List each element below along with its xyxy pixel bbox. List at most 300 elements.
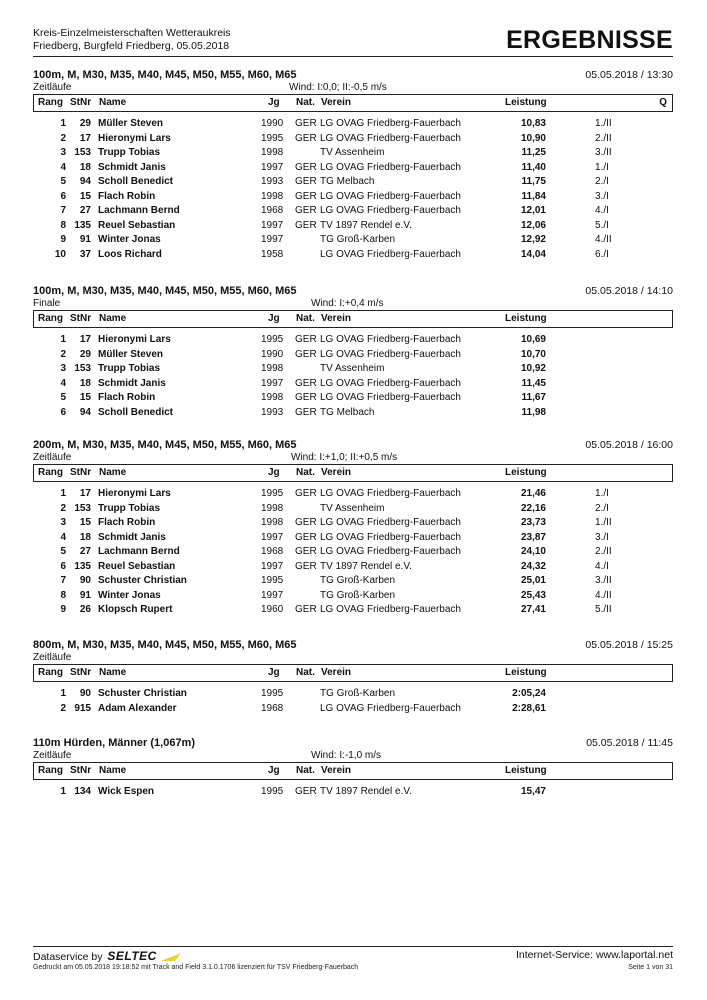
cell-name: Klopsch Rupert (98, 604, 173, 615)
cell-verein: TV Assenheim (320, 502, 385, 514)
cell-leistung: 23,73 (520, 517, 546, 528)
cell-leistung: 27,41 (520, 604, 546, 615)
cell-stnr: 17 (79, 334, 91, 345)
cell-jg: 1997 (261, 234, 284, 245)
cell-jg: 1998 (261, 502, 284, 514)
results-section (33, 439, 673, 618)
event-name: 100m, M, M30, M35, M40, M45, M50, M55, M60, M65 (33, 285, 297, 297)
cell-name: Loos Richard (98, 248, 162, 260)
table-row (33, 204, 673, 219)
cell-leistung: 12,01 (520, 205, 546, 216)
column-header-rang: Rang (38, 765, 63, 776)
column-header-jg: Jg (268, 765, 280, 776)
cell-stnr: 90 (79, 575, 91, 586)
cell-nat: GER (295, 348, 317, 360)
cell-q: 2./I (595, 176, 609, 187)
cell-rang: 5 (60, 176, 66, 187)
cell-rang: 3 (60, 147, 66, 158)
cell-stnr: 134 (74, 786, 91, 797)
cell-jg: 1998 (261, 363, 284, 374)
table-row (33, 785, 673, 800)
table-row (33, 377, 673, 392)
table-row (33, 702, 673, 717)
results-section (33, 69, 673, 262)
table-row (33, 589, 673, 604)
cell-q: 1./I (595, 488, 609, 499)
cell-rang: 7 (60, 205, 66, 216)
column-header-name: Name (99, 313, 127, 324)
event-title (33, 69, 673, 82)
cell-rang: 3 (60, 517, 66, 528)
column-header-jg: Jg (268, 97, 280, 108)
cell-verein: TG Groß-Karben (320, 688, 396, 699)
cell-verein: LG OVAG Friedberg-Fauerbach (320, 604, 461, 615)
cell-nat: GER (295, 517, 317, 528)
cell-rang: 1 (60, 786, 66, 797)
event-title (33, 439, 673, 452)
cell-rang: 5 (60, 546, 66, 557)
cell-stnr: 153 (74, 502, 91, 514)
cell-name: Müller Steven (98, 118, 164, 129)
column-header-leistung: Leistung (505, 467, 547, 478)
table-row (33, 487, 673, 502)
table-row (33, 391, 673, 406)
cell-name: Schmidt Janis (98, 531, 166, 543)
cell-verein: LG OVAG Friedberg-Fauerbach (320, 348, 461, 360)
cell-verein: LG OVAG Friedberg-Fauerbach (320, 488, 461, 499)
round-label: Zeitläufe (33, 652, 72, 663)
cell-name: Schmidt Janis (98, 161, 166, 173)
cell-q: 2./II (595, 546, 612, 557)
cell-jg: 1995 (261, 786, 284, 797)
event-title (33, 285, 673, 298)
cell-jg: 1997 (261, 531, 284, 543)
cell-leistung: 22,16 (520, 502, 546, 514)
cell-q: 3./I (595, 531, 609, 543)
cell-verein: LG OVAG Friedberg-Fauerbach (320, 118, 461, 129)
table-header (33, 664, 673, 682)
cell-name: Flach Robin (98, 517, 156, 528)
cell-rang: 1 (60, 118, 66, 129)
cell-leistung: 11,40 (521, 161, 546, 173)
cell-stnr: 17 (79, 132, 91, 144)
seltec-swoosh-icon (161, 953, 181, 961)
table-row (33, 219, 673, 234)
cell-leistung: 14,04 (520, 248, 546, 260)
event-title (33, 639, 673, 652)
cell-rang: 5 (60, 392, 66, 403)
column-header-q: Q (659, 97, 667, 108)
cell-verein: TV 1897 Rendel e.V. (320, 219, 412, 231)
cell-verein: LG OVAG Friedberg-Fauerbach (320, 190, 461, 202)
cell-nat: GER (295, 392, 317, 403)
cell-name: Winter Jonas (98, 234, 161, 245)
cell-stnr: 18 (79, 377, 91, 389)
cell-rang: 8 (60, 219, 66, 231)
cell-leistung: 10,90 (520, 132, 546, 144)
table-header (33, 464, 673, 482)
cell-verein: LG OVAG Friedberg-Fauerbach (320, 248, 461, 260)
cell-rang: 6 (60, 406, 66, 418)
column-header-stnr: StNr (70, 313, 92, 324)
cell-nat: GER (295, 219, 317, 231)
cell-stnr: 915 (74, 702, 91, 714)
column-header-stnr: StNr (70, 97, 92, 108)
cell-rang: 6 (60, 560, 66, 572)
cell-name: Flach Robin (98, 392, 156, 403)
cell-leistung: 11,45 (521, 377, 546, 389)
column-header-leistung: Leistung (505, 765, 547, 776)
column-header-jg: Jg (268, 467, 280, 478)
cell-name: Müller Steven (98, 348, 164, 360)
cell-leistung: 12,06 (520, 219, 546, 231)
column-header-nat: Nat. (296, 667, 315, 678)
cell-stnr: 135 (74, 219, 91, 231)
meet-name: Kreis-Einzelmeisterschaften Wetteraukreis (33, 27, 231, 39)
table-row (33, 333, 673, 348)
cell-name: Trupp Tobias (98, 363, 161, 374)
table-row (33, 687, 673, 702)
cell-stnr: 29 (79, 348, 91, 360)
cell-stnr: 37 (79, 248, 91, 260)
column-header-rang: Rang (38, 667, 63, 678)
table-row (33, 146, 673, 161)
cell-verein: TV 1897 Rendel e.V. (320, 786, 412, 797)
table-row (33, 248, 673, 263)
cell-q: 3./II (595, 147, 612, 158)
cell-stnr: 29 (79, 118, 91, 129)
cell-leistung: 2:05,24 (512, 688, 546, 699)
cell-nat: GER (295, 190, 317, 202)
wind-info: Wind: I:+1,0; II:+0,5 m/s (291, 452, 398, 463)
table-row (33, 190, 673, 205)
cell-name: Schuster Christian (98, 688, 187, 699)
cell-jg: 1998 (261, 190, 284, 202)
cell-rang: 1 (60, 688, 66, 699)
cell-nat: GER (295, 604, 317, 615)
cell-verein: TV 1897 Rendel e.V. (320, 560, 412, 572)
cell-name: Schuster Christian (98, 575, 187, 586)
cell-jg: 1998 (261, 392, 284, 403)
round-label: Zeitläufe (33, 750, 72, 761)
cell-nat: GER (295, 132, 317, 144)
cell-rang: 6 (60, 190, 66, 202)
event-title (33, 737, 673, 750)
event-datetime: 05.05.2018 / 15:25 (585, 639, 673, 651)
cell-rang: 2 (60, 502, 66, 514)
dataservice-credit (33, 949, 181, 963)
cell-verein: LG OVAG Friedberg-Fauerbach (320, 517, 461, 528)
cell-verein: TV Assenheim (320, 363, 385, 374)
event-round (33, 652, 673, 664)
cell-leistung: 10,69 (520, 334, 546, 345)
cell-stnr: 18 (79, 531, 91, 543)
column-header-rang: Rang (38, 313, 63, 324)
event-round (33, 750, 673, 762)
column-header-name: Name (99, 667, 127, 678)
cell-leistung: 2:28,61 (512, 702, 546, 714)
cell-verein: LG OVAG Friedberg-Fauerbach (320, 132, 461, 144)
cell-verein: TG Groß-Karben (320, 589, 396, 601)
cell-nat: GER (295, 334, 317, 345)
meet-info (33, 27, 231, 53)
column-header-leistung: Leistung (505, 667, 547, 678)
cell-jg: 1997 (261, 377, 284, 389)
cell-leistung: 15,47 (520, 786, 546, 797)
cell-rang: 9 (60, 604, 66, 615)
cell-leistung: 11,84 (521, 190, 546, 202)
cell-leistung: 11,67 (521, 392, 546, 403)
cell-verein: TG Melbach (320, 176, 375, 187)
results-section (33, 285, 673, 420)
column-header-leistung: Leistung (505, 313, 547, 324)
column-header-nat: Nat. (296, 97, 315, 108)
cell-q: 6./I (595, 248, 609, 260)
event-name: 800m, M, M30, M35, M40, M45, M50, M55, M60, M65 (33, 639, 297, 651)
cell-jg: 1997 (261, 589, 284, 601)
cell-jg: 1968 (261, 702, 284, 714)
round-label: Zeitläufe (33, 82, 72, 93)
cell-leistung: 11,25 (521, 147, 546, 158)
cell-rang: 2 (60, 702, 66, 714)
cell-q: 5./II (595, 604, 612, 615)
cell-verein: LG OVAG Friedberg-Fauerbach (320, 205, 461, 216)
cell-name: Reuel Sebastian (98, 219, 176, 231)
column-header-nat: Nat. (296, 765, 315, 776)
cell-jg: 1997 (261, 560, 284, 572)
cell-rang: 7 (60, 575, 66, 586)
page-title: ERGEBNISSE (506, 26, 673, 54)
cell-nat: GER (295, 531, 317, 543)
cell-nat: GER (295, 118, 317, 129)
cell-q: 3./I (595, 190, 609, 202)
cell-verein: LG OVAG Friedberg-Fauerbach (320, 377, 461, 389)
event-datetime: 05.05.2018 / 13:30 (585, 69, 673, 81)
cell-rang: 4 (60, 161, 66, 173)
column-header-verein: Verein (321, 97, 352, 108)
column-header-nat: Nat. (296, 313, 315, 324)
cell-stnr: 135 (74, 560, 91, 572)
results-section (33, 737, 673, 800)
event-round (33, 452, 673, 464)
cell-leistung: 24,32 (520, 560, 546, 572)
cell-q: 1./II (595, 118, 612, 129)
cell-jg: 1998 (261, 147, 284, 158)
cell-rang: 2 (60, 348, 66, 360)
event-round (33, 82, 673, 94)
cell-nat: GER (295, 176, 317, 187)
cell-nat: GER (295, 560, 317, 572)
cell-nat: GER (295, 786, 317, 797)
cell-stnr: 91 (79, 589, 91, 601)
cell-nat: GER (295, 406, 317, 418)
print-info: Gedruckt am 05.05.2018 19:18:52 mit Track and Field 3.1.0.1706 lizenziert für TSV Friedberg-Fauerbach (33, 964, 359, 971)
event-name: 100m, M, M30, M35, M40, M45, M50, M55, M60, M65 (33, 69, 297, 81)
column-header-rang: Rang (38, 467, 63, 478)
cell-stnr: 15 (79, 392, 91, 403)
cell-stnr: 18 (79, 161, 91, 173)
cell-jg: 1993 (261, 176, 284, 187)
cell-rang: 10 (54, 248, 66, 260)
cell-rang: 9 (60, 234, 66, 245)
cell-name: Hieronymi Lars (98, 132, 171, 144)
column-header-rang: Rang (38, 97, 63, 108)
table-row (33, 406, 673, 421)
cell-q: 4./II (595, 589, 612, 601)
internet-service: Internet-Service: www.laportal.net (516, 949, 673, 961)
column-header-verein: Verein (321, 467, 352, 478)
round-label: Finale (33, 298, 61, 309)
cell-stnr: 27 (79, 546, 91, 557)
cell-stnr: 90 (79, 688, 91, 699)
event-datetime: 05.05.2018 / 14:10 (585, 285, 673, 297)
table-row (33, 348, 673, 363)
cell-leistung: 10,83 (520, 118, 546, 129)
cell-nat: GER (295, 488, 317, 499)
table-row (33, 175, 673, 190)
cell-stnr: 17 (79, 488, 91, 499)
cell-verein: LG OVAG Friedberg-Fauerbach (320, 392, 461, 403)
column-header-jg: Jg (268, 667, 280, 678)
cell-name: Flach Robin (98, 190, 156, 202)
cell-stnr: 94 (79, 406, 91, 418)
wind-info: Wind: I:-1,0 m/s (311, 750, 382, 761)
cell-rang: 2 (60, 132, 66, 144)
cell-nat: GER (295, 205, 317, 216)
cell-nat: GER (295, 377, 317, 389)
cell-verein: TG Groß-Karben (320, 575, 396, 586)
table-row (33, 233, 673, 248)
cell-jg: 1995 (261, 132, 284, 144)
column-header-verein: Verein (321, 765, 352, 776)
page-number: Seite 1 von 31 (628, 964, 673, 971)
wind-info: Wind: I:+0,4 m/s (311, 298, 384, 309)
table-row (33, 574, 673, 589)
cell-rang: 8 (60, 589, 66, 601)
cell-leistung: 23,87 (520, 531, 546, 543)
cell-name: Trupp Tobias (98, 147, 161, 158)
table-row (33, 362, 673, 377)
table-row (33, 502, 673, 517)
cell-leistung: 24,10 (520, 546, 546, 557)
cell-name: Reuel Sebastian (98, 560, 176, 572)
meet-venue-date: Friedberg, Burgfeld Friedberg, 05.05.2018 (33, 40, 230, 52)
cell-q: 3./II (595, 575, 612, 586)
cell-q: 4./I (595, 205, 609, 216)
wind-info: Wind: I:0,0; II:-0,5 m/s (289, 82, 387, 93)
column-header-name: Name (99, 97, 127, 108)
cell-name: Lachmann Bernd (98, 546, 180, 557)
cell-stnr: 153 (74, 147, 91, 158)
cell-jg: 1995 (261, 575, 284, 586)
cell-jg: 1968 (261, 205, 284, 216)
cell-leistung: 21,46 (520, 488, 546, 499)
cell-jg: 1968 (261, 546, 284, 557)
cell-verein: LG OVAG Friedberg-Fauerbach (320, 702, 461, 714)
column-header-stnr: StNr (70, 667, 92, 678)
cell-rang: 3 (60, 363, 66, 374)
cell-q: 1./II (595, 517, 612, 528)
event-name: 110m Hürden, Männer (1,067m) (33, 737, 196, 749)
cell-stnr: 27 (79, 205, 91, 216)
cell-leistung: 25,43 (520, 589, 546, 601)
cell-nat: GER (295, 161, 317, 173)
cell-name: Lachmann Bernd (98, 205, 180, 216)
cell-stnr: 153 (74, 363, 91, 374)
cell-verein: TV Assenheim (320, 147, 385, 158)
cell-q: 1./I (595, 161, 609, 173)
column-header-name: Name (99, 765, 127, 776)
results-section (33, 639, 673, 716)
cell-leistung: 11,75 (521, 176, 546, 187)
cell-name: Hieronymi Lars (98, 488, 171, 499)
cell-jg: 1990 (261, 348, 284, 360)
cell-jg: 1995 (261, 688, 284, 699)
dataservice-label: Dataservice by (33, 951, 103, 963)
cell-leistung: 10,70 (520, 348, 546, 360)
cell-rang: 1 (60, 488, 66, 499)
cell-leistung: 11,98 (521, 406, 546, 418)
cell-name: Scholl Benedict (98, 406, 174, 418)
event-datetime: 05.05.2018 / 11:45 (586, 737, 673, 749)
cell-q: 2./II (595, 132, 612, 144)
cell-verein: TG Melbach (320, 406, 375, 418)
column-header-verein: Verein (321, 313, 352, 324)
cell-jg: 1960 (261, 604, 284, 615)
cell-jg: 1997 (261, 161, 284, 173)
cell-jg: 1995 (261, 488, 284, 499)
table-row (33, 132, 673, 147)
column-header-leistung: Leistung (505, 97, 547, 108)
cell-stnr: 26 (79, 604, 91, 615)
column-header-stnr: StNr (70, 467, 92, 478)
column-header-verein: Verein (321, 667, 352, 678)
cell-rang: 4 (60, 531, 66, 543)
column-header-stnr: StNr (70, 765, 92, 776)
header-divider (33, 56, 673, 57)
cell-name: Schmidt Janis (98, 377, 166, 389)
cell-jg: 1997 (261, 219, 284, 231)
cell-name: Winter Jonas (98, 589, 161, 601)
footer-divider (33, 946, 673, 947)
cell-leistung: 25,01 (520, 575, 546, 586)
column-header-nat: Nat. (296, 467, 315, 478)
cell-q: 2./I (595, 502, 609, 514)
column-header-name: Name (99, 467, 127, 478)
cell-verein: LG OVAG Friedberg-Fauerbach (320, 161, 461, 173)
column-header-jg: Jg (268, 313, 280, 324)
cell-q: 4./I (595, 560, 609, 572)
table-header (33, 310, 673, 328)
table-row (33, 603, 673, 618)
table-row (33, 117, 673, 132)
cell-stnr: 15 (79, 190, 91, 202)
table-row (33, 516, 673, 531)
cell-stnr: 94 (79, 176, 91, 187)
cell-jg: 1998 (261, 517, 284, 528)
seltec-logo: SELTEC (107, 949, 157, 963)
cell-name: Trupp Tobias (98, 502, 161, 514)
cell-verein: LG OVAG Friedberg-Fauerbach (320, 546, 461, 557)
cell-leistung: 12,92 (520, 234, 546, 245)
cell-name: Wick Espen (98, 786, 155, 797)
cell-jg: 1995 (261, 334, 284, 345)
cell-stnr: 91 (79, 234, 91, 245)
cell-jg: 1993 (261, 406, 284, 418)
event-datetime: 05.05.2018 / 16:00 (585, 439, 673, 451)
cell-q: 4./II (595, 234, 612, 245)
cell-q: 5./I (595, 219, 609, 231)
